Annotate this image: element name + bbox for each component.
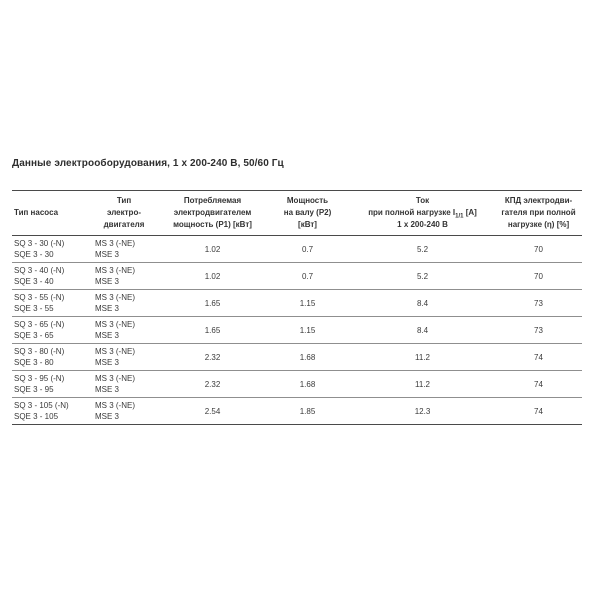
p2-value-cell: 1.15 bbox=[265, 290, 350, 317]
table-row bbox=[12, 317, 582, 344]
current-value-cell: 8.4 bbox=[350, 290, 495, 317]
pump-type-cell bbox=[12, 344, 88, 371]
motor-type-cell bbox=[88, 398, 160, 425]
electrical-data-table bbox=[12, 190, 582, 425]
efficiency-value-cell: 74 bbox=[495, 344, 582, 371]
current-value-cell: 11.2 bbox=[350, 344, 495, 371]
pump-model-line: SQE 3 - 65 bbox=[14, 331, 54, 340]
current-label-prefix: при полной нагрузке I bbox=[368, 208, 456, 217]
pump-model-line: SQ 3 - 105 (-N) bbox=[14, 401, 69, 410]
header-line: двигателя bbox=[103, 220, 145, 229]
p1-value-cell: 1.02 bbox=[160, 236, 265, 263]
header-line: Потребляемая bbox=[183, 196, 242, 205]
col-header-input-power-p1 bbox=[160, 191, 265, 236]
header-line: гателя при полной bbox=[501, 208, 576, 217]
current-subscript: 1/1 bbox=[455, 213, 464, 220]
table-row bbox=[12, 398, 582, 425]
p2-value-cell: 1.15 bbox=[265, 317, 350, 344]
pump-type-cell bbox=[12, 371, 88, 398]
pump-model-line: SQ 3 - 80 (-N) bbox=[14, 347, 65, 356]
p2-value-cell: 1.68 bbox=[265, 371, 350, 398]
current-value-cell: 11.2 bbox=[350, 371, 495, 398]
motor-model-line: MS 3 (-NE) bbox=[95, 293, 135, 302]
p2-value-cell: 0.7 bbox=[265, 263, 350, 290]
header-line: нагрузке (η) [%] bbox=[507, 220, 570, 229]
header-line: Тип bbox=[116, 196, 132, 205]
pump-model-line: SQ 3 - 95 (-N) bbox=[14, 374, 65, 383]
motor-model-line: MSE 3 bbox=[95, 250, 120, 259]
col-header-pump-type bbox=[12, 191, 88, 236]
pump-model-line: SQ 3 - 40 (-N) bbox=[14, 266, 65, 275]
pump-type-cell bbox=[12, 317, 88, 344]
pump-model-line: SQ 3 - 30 (-N) bbox=[14, 239, 65, 248]
p1-value-cell: 2.32 bbox=[160, 371, 265, 398]
motor-model-line: MSE 3 bbox=[95, 385, 120, 394]
motor-type-cell bbox=[88, 371, 160, 398]
pump-model-line: SQE 3 - 95 bbox=[14, 385, 54, 394]
table-header bbox=[12, 191, 582, 236]
motor-model-line: MS 3 (-NE) bbox=[95, 266, 135, 275]
table-row bbox=[12, 344, 582, 371]
header-row bbox=[12, 191, 582, 236]
pump-model-line: SQE 3 - 40 bbox=[14, 277, 54, 286]
pump-model-line: SQE 3 - 80 bbox=[14, 358, 54, 367]
p2-value-cell: 1.85 bbox=[265, 398, 350, 425]
pump-model-line: SQ 3 - 65 (-N) bbox=[14, 320, 65, 329]
pump-model-line: SQ 3 - 55 (-N) bbox=[14, 293, 65, 302]
col-header-shaft-power-p2 bbox=[265, 191, 350, 236]
current-value-cell: 12.3 bbox=[350, 398, 495, 425]
motor-type-cell bbox=[88, 344, 160, 371]
current-label-suffix: [A] bbox=[463, 208, 477, 217]
pump-model-line: SQE 3 - 105 bbox=[14, 412, 59, 421]
motor-model-line: MSE 3 bbox=[95, 304, 120, 313]
p1-value-cell: 2.32 bbox=[160, 344, 265, 371]
motor-model-line: MS 3 (-NE) bbox=[95, 239, 135, 248]
motor-model-line: MS 3 (-NE) bbox=[95, 320, 135, 329]
col-header-full-load-current bbox=[350, 191, 495, 236]
motor-model-line: MSE 3 bbox=[95, 358, 120, 367]
table-row bbox=[12, 236, 582, 263]
col-header-motor-type bbox=[88, 191, 160, 236]
current-value-cell: 5.2 bbox=[350, 236, 495, 263]
header-line: мощность (P1) [кВт] bbox=[173, 220, 252, 229]
col-header-efficiency bbox=[495, 191, 582, 236]
motor-model-line: MSE 3 bbox=[95, 331, 120, 340]
header-line bbox=[350, 207, 495, 219]
header-line: Тип насоса bbox=[14, 208, 59, 217]
motor-model-line: MSE 3 bbox=[95, 277, 120, 286]
pump-type-cell bbox=[12, 236, 88, 263]
header-line: Ток bbox=[415, 196, 430, 205]
page-title: Данные электрооборудования, 1 x 200-240 В, 50/60 Гц bbox=[12, 158, 284, 169]
header-line: электро- bbox=[106, 208, 141, 217]
pump-type-cell bbox=[12, 398, 88, 425]
current-value-cell: 5.2 bbox=[350, 263, 495, 290]
table-row bbox=[12, 371, 582, 398]
efficiency-value-cell: 74 bbox=[495, 398, 582, 425]
header-line: КПД электродви- bbox=[504, 196, 573, 205]
motor-model-line: MS 3 (-NE) bbox=[95, 401, 135, 410]
motor-model-line: MSE 3 bbox=[95, 412, 120, 421]
table-row bbox=[12, 263, 582, 290]
p1-value-cell: 1.65 bbox=[160, 290, 265, 317]
pump-model-line: SQE 3 - 30 bbox=[14, 250, 54, 259]
motor-type-cell bbox=[88, 236, 160, 263]
motor-type-cell bbox=[88, 317, 160, 344]
motor-type-cell bbox=[88, 263, 160, 290]
header-line: на валу (P2) bbox=[283, 208, 332, 217]
header-line: электродвигателем bbox=[173, 208, 252, 217]
motor-type-cell bbox=[88, 290, 160, 317]
motor-model-line: MS 3 (-NE) bbox=[95, 347, 135, 356]
p1-value-cell: 2.54 bbox=[160, 398, 265, 425]
efficiency-value-cell: 73 bbox=[495, 290, 582, 317]
header-line: [кВт] bbox=[298, 220, 317, 229]
table-body bbox=[12, 236, 582, 425]
efficiency-value-cell: 73 bbox=[495, 317, 582, 344]
efficiency-value-cell: 74 bbox=[495, 371, 582, 398]
pump-type-cell bbox=[12, 290, 88, 317]
current-value-cell: 8.4 bbox=[350, 317, 495, 344]
header-line: Мощность bbox=[286, 196, 329, 205]
pump-type-cell bbox=[12, 263, 88, 290]
motor-model-line: MS 3 (-NE) bbox=[95, 374, 135, 383]
p1-value-cell: 1.65 bbox=[160, 317, 265, 344]
header-line: 1 x 200-240 В bbox=[397, 220, 448, 229]
p2-value-cell: 1.68 bbox=[265, 344, 350, 371]
table-row bbox=[12, 290, 582, 317]
p2-value-cell: 0.7 bbox=[265, 236, 350, 263]
pump-model-line: SQE 3 - 55 bbox=[14, 304, 54, 313]
p1-value-cell: 1.02 bbox=[160, 263, 265, 290]
efficiency-value-cell: 70 bbox=[495, 236, 582, 263]
efficiency-value-cell: 70 bbox=[495, 263, 582, 290]
